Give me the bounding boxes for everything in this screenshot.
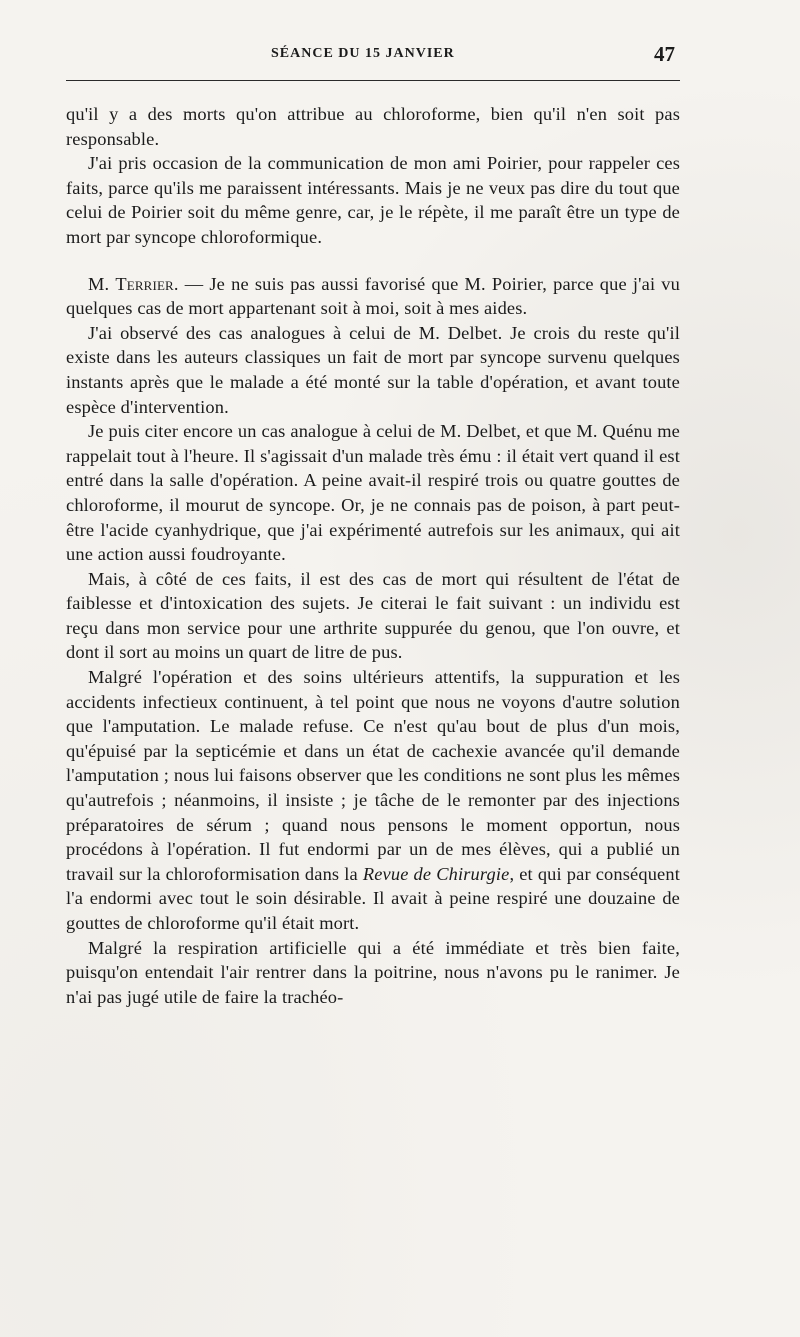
paragraph-4: J'ai observé des cas analogues à celui de M. Delbet. Je crois du reste qu'il existe dans les auteurs classiques un fait de mort par syncope survenu quelques instants après que le malade a été monté sur la table d'opération, et avant toute espèce d'intervention. [66, 322, 680, 417]
speaker-prefix: M. [88, 273, 116, 294]
paragraph-2: J'ai pris occasion de la communication de mon ami Poirier, pour rappeler ces faits, parce qu'ils me paraissent intéressants. Mais je ne veux pas dire du tout que celui de Poirier soit du même genre, car, je le répète, il me paraît être un type de mort par syncope chloroformique. [66, 153, 680, 247]
paragraph-3 [66, 272, 680, 321]
body-text [66, 102, 680, 1009]
paragraph-7-text-b: , et qui par conséquent l'a endormi avec tout le soin désirable. Il avait à peine respiré une douzaine de gouttes de chloroforme qu'il était mort. [66, 863, 680, 933]
paragraph-7 [66, 665, 680, 936]
paragraph-7-text-a: Malgré l'opération et des soins ultérieurs attentifs, la suppuration et les accidents infectieux continuent, à tel point que nous ne voyons d'autre solution que l'amputation. Le malade refuse. Ce n'est qu'au bout de plus d'un mois, qu'épuisé par la septicémie et dans un état de cachexie avancée qu'il demande l'amputation ; nous lui faisons observer que les conditions ne sont plus les mêmes qu'autrefois ; néanmoins, il insiste ; je tâche de le remonter par des injections préparatoires de sérum ; quand nous pensons le moment opportun, nous procédons à l'opération. Il fut endormi par un de mes élèves, qui a publié un travail sur la chloroformisation dans la [66, 667, 680, 884]
running-header [66, 42, 681, 72]
paragraph-5: Je puis citer encore un cas analogue à celui de M. Delbet, et que M. Quénu me rappelait tout à l'heure. Il s'agissait d'un malade très ému : il était vert quand il est entré dans la salle d'opération. A peine avait-il respiré trois ou quatre gouttes de chloroforme, il mourut de syncope. Or, je ne connais pas de poison, à part peut-être l'acide cyanhydrique, que j'ai expérimenté autrefois sur les animaux, qui ait une action aussi foudroyante. [66, 421, 680, 565]
journal-title: Revue de Chirurgie [362, 863, 510, 884]
paragraph-3-text: . — Je ne suis pas aussi favorisé que M. Poirier, parce que j'ai vu quelques cas de mort appartenant soit à moi, soit à mes aides. [66, 273, 680, 319]
header-title: SÉANCE DU 15 JANVIER [271, 46, 455, 61]
speaker-name: Terrier [115, 273, 174, 294]
header-rule [66, 80, 680, 81]
page-number: 47 [654, 42, 675, 66]
paragraph-8: Malgré la respiration artificielle qui a été immédiate et très bien faite, puisqu'on entendait l'air rentrer dans la poitrine, nous n'avons pu le ranimer. Je n'ai pas jugé utile de faire la trachéo- [66, 937, 680, 1007]
paragraph-6: Mais, à côté de ces faits, il est des cas de mort qui résultent de l'état de faiblesse et d'intoxication des sujets. Je citerai le fait suivant : un individu est reçu dans mon service pour une arthrite suppurée du genou, que l'on ouvre, et dont il sort au moins un quart de litre de pus. [66, 568, 680, 663]
paragraph-1: qu'il y a des morts qu'on attribue au chloroforme, bien qu'il n'en soit pas responsable. [66, 104, 680, 149]
